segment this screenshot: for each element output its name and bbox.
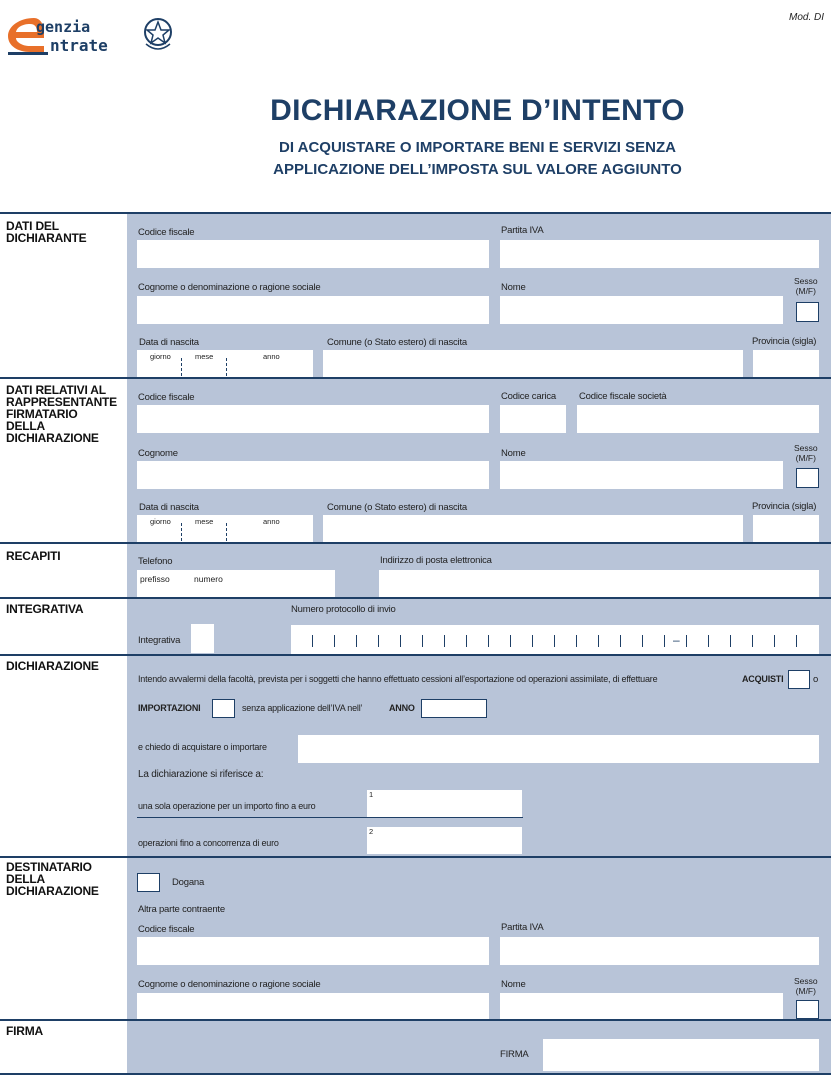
section-integrativa: INTEGRATIVA — [6, 602, 84, 616]
date-divider — [226, 358, 227, 376]
input-partita-iva[interactable] — [500, 240, 819, 268]
label-provincia: Provincia (sigla) — [752, 336, 817, 347]
checkbox-integrativa[interactable] — [191, 624, 214, 653]
label-acquisti: ACQUISTI — [742, 674, 784, 684]
section-rappresentante: DATI RELATIVI AL RAPPRESENTANTE FIRMATARIO DELLA DICHIARAZIONE — [6, 383, 117, 445]
label-senza-iva: senza applicazione dell’IVA nell’ — [242, 703, 363, 713]
input-anno[interactable] — [421, 699, 487, 718]
num-1: 1 — [369, 790, 374, 799]
label-partita-iva: Partita IVA — [501, 225, 544, 236]
document-title: DICHIARAZIONE D’INTENTO — [270, 94, 685, 127]
input-dest-sesso[interactable] — [796, 1000, 819, 1019]
label-codice-fiscale: Codice fiscale — [138, 227, 195, 238]
input-rapp-comune[interactable] — [323, 515, 743, 542]
input-dest-nome[interactable] — [500, 993, 783, 1019]
protocollo-separator: – — [673, 633, 680, 647]
input-rapp-codice-fiscale[interactable] — [137, 405, 489, 433]
num-2: 2 — [369, 827, 374, 836]
label-operazione-singola: una sola operazione per un importo fino a euro — [138, 801, 316, 811]
input-sesso[interactable] — [796, 302, 819, 322]
label-data-nascita: Data di nascita — [139, 337, 199, 348]
input-cognome[interactable] — [137, 296, 489, 324]
input-cf-societa[interactable] — [577, 405, 819, 433]
section-firma: FIRMA — [6, 1024, 43, 1038]
input-firma[interactable] — [543, 1039, 819, 1071]
republic-emblem-icon — [140, 14, 176, 54]
label-dest-codice-fiscale: Codice fiscale — [138, 924, 195, 935]
input-rapp-provincia[interactable] — [753, 515, 819, 542]
label-comune: Comune (o Stato estero) di nascita — [327, 337, 467, 348]
label-operazioni-concorrenza: operazioni fino a concorrenza di euro — [138, 838, 279, 848]
label-dest-sesso: Sesso (M/F) — [794, 976, 818, 996]
label-numero: numero — [194, 574, 223, 584]
input-codice-carica[interactable] — [500, 405, 566, 433]
input-importo-singolo[interactable] — [367, 790, 522, 817]
label-anno: anno — [263, 352, 280, 361]
input-comune[interactable] — [323, 350, 743, 377]
label-integrativa: Integrativa — [138, 635, 181, 646]
checkbox-dogana[interactable] — [137, 873, 160, 892]
label-codice-carica: Codice carica — [501, 391, 556, 402]
checkbox-importazioni[interactable] — [212, 699, 235, 718]
label-telefono: Telefono — [138, 556, 173, 567]
logo-text-bottom: ntrate — [50, 36, 108, 55]
label-riferisce: La dichiarazione si riferisce a: — [138, 769, 264, 780]
input-protocollo[interactable] — [291, 625, 819, 654]
label-dest-nome: Nome — [501, 979, 526, 990]
label-importazioni: IMPORTAZIONI — [138, 703, 201, 713]
label-rapp-giorno: giorno — [150, 517, 171, 526]
input-dest-cognome[interactable] — [137, 993, 489, 1019]
label-protocollo: Numero protocollo di invio — [291, 604, 396, 615]
label-anno: ANNO — [389, 703, 415, 713]
date-divider — [181, 358, 182, 376]
label-rapp-cognome: Cognome — [138, 448, 178, 459]
document-subtitle-1: DI ACQUISTARE O IMPORTARE BENI E SERVIZI SENZA — [279, 139, 676, 156]
input-rapp-cognome[interactable] — [137, 461, 489, 489]
label-rapp-mese: mese — [195, 517, 214, 526]
document-subtitle-2: APPLICAZIONE DELL’IMPOSTA SUL VALORE AGGIUNTO — [273, 161, 682, 178]
label-rapp-comune: Comune (o Stato estero) di nascita — [327, 502, 467, 513]
label-cf-societa: Codice fiscale società — [579, 391, 667, 402]
label-rapp-provincia: Provincia (sigla) — [752, 501, 817, 512]
label-email: Indirizzo di posta elettronica — [380, 555, 492, 566]
section-destinatario: DESTINATARIO DELLA DICHIARAZIONE — [6, 860, 99, 898]
label-dogana: Dogana — [172, 877, 205, 888]
label-rapp-codice-fiscale: Codice fiscale — [138, 392, 195, 403]
section-dichiarazione: DICHIARAZIONE — [6, 659, 99, 673]
input-codice-fiscale[interactable] — [137, 240, 489, 268]
input-dest-partita-iva[interactable] — [500, 937, 819, 965]
label-giorno: giorno — [150, 352, 171, 361]
input-email[interactable] — [379, 570, 819, 597]
label-nome: Nome — [501, 282, 526, 293]
label-dest-partita-iva: Partita IVA — [501, 922, 544, 933]
label-rapp-anno: anno — [263, 517, 280, 526]
label-o: o — [813, 674, 819, 685]
label-rapp-sesso: Sesso (M/F) — [794, 443, 818, 463]
section-rule — [0, 1073, 831, 1075]
label-rapp-nome: Nome — [501, 448, 526, 459]
label-dest-cognome: Cognome o denominazione o ragione sociale — [138, 979, 321, 990]
section-dichiarante: DATI DEL DICHIARANTE — [6, 219, 87, 245]
checkbox-acquisti[interactable] — [788, 670, 810, 689]
date-divider — [226, 523, 227, 541]
section-recapiti: RECAPITI — [6, 549, 61, 563]
input-importo-concorrenza[interactable] — [367, 827, 522, 854]
label-cognome: Cognome o denominazione o ragione sociale — [138, 282, 321, 293]
label-sesso: Sesso (M/F) — [794, 276, 818, 296]
input-provincia[interactable] — [753, 350, 819, 377]
logo-text-top: genzia — [36, 18, 91, 36]
op-divider — [137, 817, 523, 818]
label-prefisso: prefisso — [140, 574, 170, 584]
model-code: Mod. DI — [789, 12, 825, 23]
label-altra-parte: Altra parte contraente — [138, 904, 225, 915]
input-beni-servizi[interactable] — [298, 735, 819, 763]
label-rapp-data-nascita: Data di nascita — [139, 502, 199, 513]
input-dest-codice-fiscale[interactable] — [137, 937, 489, 965]
label-mese: mese — [195, 352, 214, 361]
input-nome[interactable] — [500, 296, 783, 324]
dichiarazione-text: Intendo avvalermi della facoltà, prevista per i soggetti che hanno effettuato cessioni all’esportazione od operazioni assimilate, di effettuare — [138, 674, 658, 684]
date-divider — [181, 523, 182, 541]
input-rapp-nome[interactable] — [500, 461, 783, 489]
input-rapp-sesso[interactable] — [796, 468, 819, 488]
label-firma: FIRMA — [500, 1049, 529, 1060]
label-chiedo: e chiedo di acquistare o importare — [138, 742, 267, 752]
